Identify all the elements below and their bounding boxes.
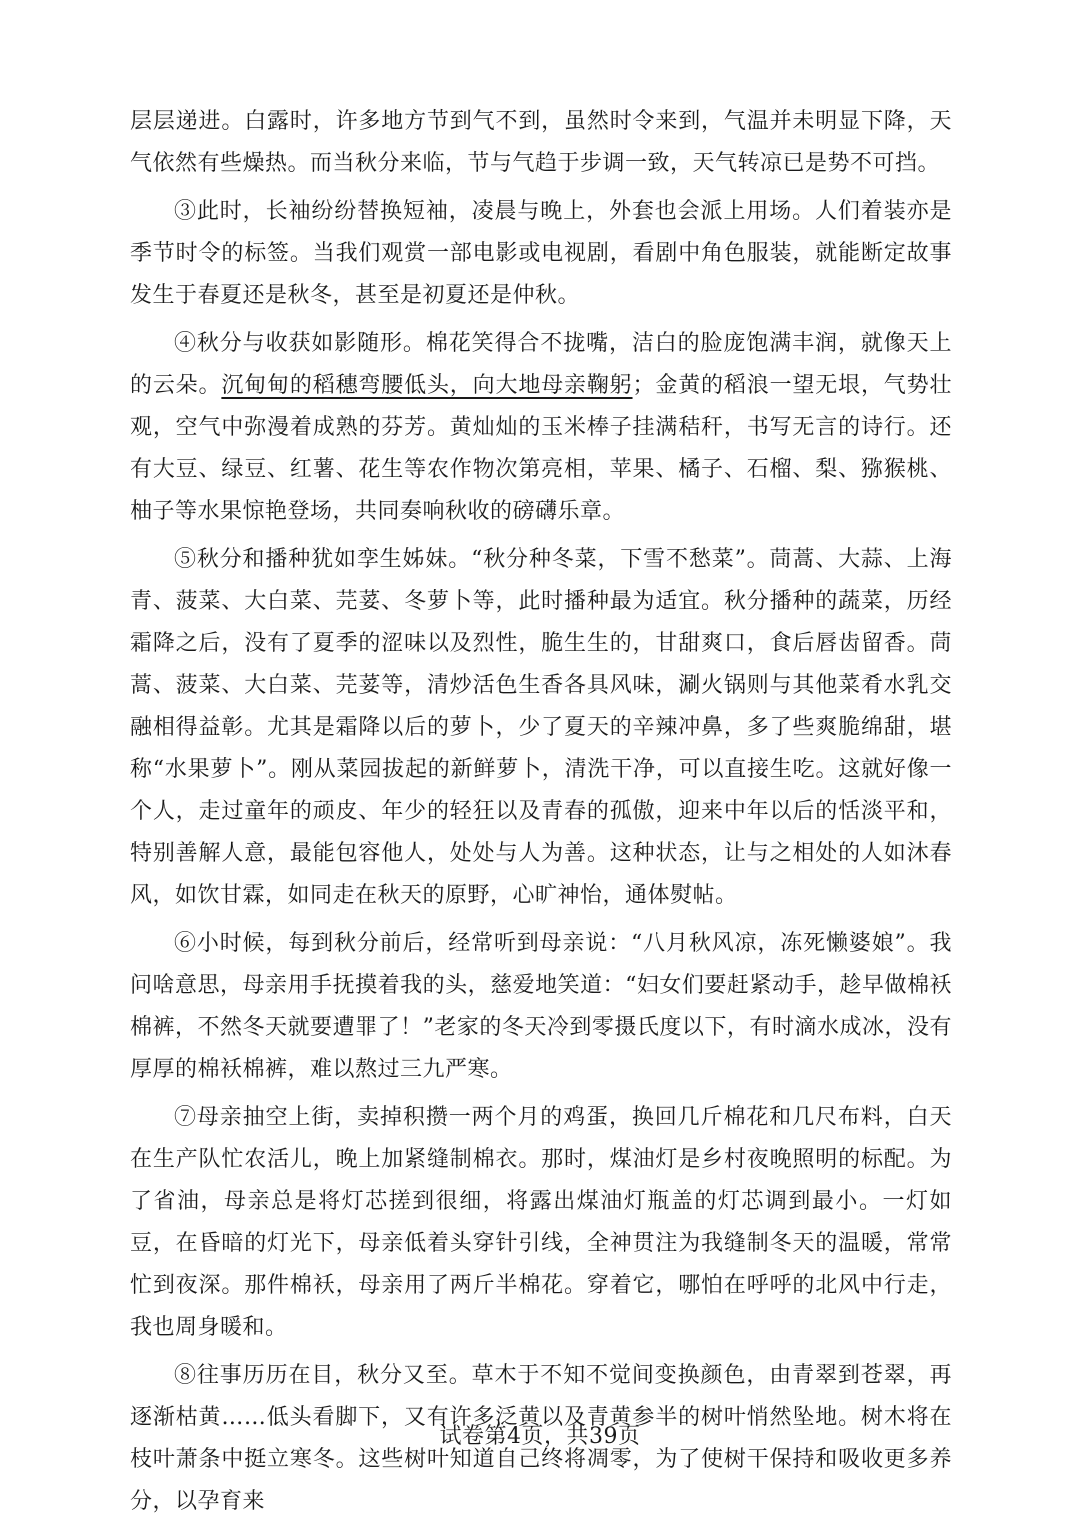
paragraph-3: ③此时，长袖纷纷替换短袖，凌晨与晚上，外套也会派上用场。人们着装亦是季节时令的标签。当我们观赏一部电影或电视剧，看剧中角色服装，就能断定故事发生于春夏还是秋冬，甚至是初夏还是仲秋。	[130, 199, 952, 308]
page-footer: 试卷第4页，共39页	[439, 1424, 641, 1449]
paragraph-7: ⑦母亲抽空上街，卖掉积攒一两个月的鸡蛋，换回几斤棉花和几尺布料，白天在生产队忙农活儿，晚上加紧缝制棉衣。那时，煤油灯是乡村夜晚照明的标配。为了省油，母亲总是将灯芯搓到很细，将露出煤油灯瓶盖的灯芯调到最小。一灯如豆，在昏暗的灯光下，母亲低着头穿针引线，全神贯注为我缝制冬天的温暖，常常忙到夜深。那件棉袄，母亲用了两斤半棉花。穿着它，哪怕在呼呼的北风中行走，我也周身暖和。	[130, 1105, 952, 1340]
document-body	[130, 101, 952, 1523]
paragraph-8: ⑧往事历历在目，秋分又至。草木于不知不觉间变换颜色，由青翠到苍翠，再逐渐枯黄……低头看脚下，又有许多泛黄以及青黄参半的树叶悄然坠地。树木将在枝叶萧条中挺立寒冬。这些树叶知道自己终将凋零，为了使树干保持和吸收更多养分，以孕育来	[130, 1363, 952, 1514]
underlined-sentence: 沉甸甸的稻穗弯腰低头，向大地母亲鞠躬	[221, 373, 633, 398]
paragraph-6: ⑥小时候，每到秋分前后，经常听到母亲说：“八月秋风凉，冻死懒婆娘”。我问啥意思，母亲用手抚摸着我的头，慈爱地笑道：“妇女们要赶紧动手，趁早做棉袄棉裤，不然冬天就要遭罪了！”老家的冬天冷到零摄氏度以下，有时滴水成冰，没有厚厚的棉袄棉裤，难以熬过三九严寒。	[130, 931, 952, 1082]
paragraph-4	[130, 323, 952, 533]
paragraph-2-continued: 层层递进。白露时，许多地方节到气不到，虽然时令来到，气温并未明显下降，天气依然有些燥热。而当秋分来临，节与气趋于步调一致，天气转凉已是势不可挡。	[130, 109, 952, 176]
paragraph-4-rest: ；金黄的稻浪一望无垠，气势壮观，空气中弥漫着成熟的芬芳。黄灿灿的玉米棒子挂满秸秆，书写无言的诗行。还有大豆、绿豆、红薯、花生等农作物次第亮相，苹果、橘子、石榴、梨、猕猴桃、柚子等水果惊艳登场，共同奏响秋收的磅礴乐章。	[130, 373, 952, 524]
paragraph-4-intro: ④秋分与收获如影随形。棉花笑得合不拢嘴，洁白的脸庞饱满丰润，就像天上的云朵。	[130, 331, 952, 398]
paragraph-5: ⑤秋分和播种犹如孪生姊妹。“秋分种冬菜，下雪不愁菜”。茼蒿、大蒜、上海青、菠菜、大白菜、芫荽、冬萝卜等，此时播种最为适宜。秋分播种的蔬菜，历经霜降之后，没有了夏季的涩味以及烈性，脆生生的，甘甜爽口，食后唇齿留香。茼蒿、菠菜、大白菜、芫荽等，清炒活色生香各具风味，涮火锅则与其他菜肴水乳交融相得益彰。尤其是霜降以后的萝卜，少了夏天的辛辣冲鼻，多了些爽脆绵甜，堪称“水果萝卜”。刚从菜园拔起的新鲜萝卜，清洗干净，可以直接生吃。这就好像一个人，走过童年的顽皮、年少的轻狂以及青春的孤傲，迎来中年以后的恬淡平和，特别善解人意，最能包容他人，处处与人为善。这种状态，让与之相处的人如沐春风，如饮甘霖，如同走在秋天的原野，心旷神怡，通体熨帖。	[130, 547, 952, 908]
